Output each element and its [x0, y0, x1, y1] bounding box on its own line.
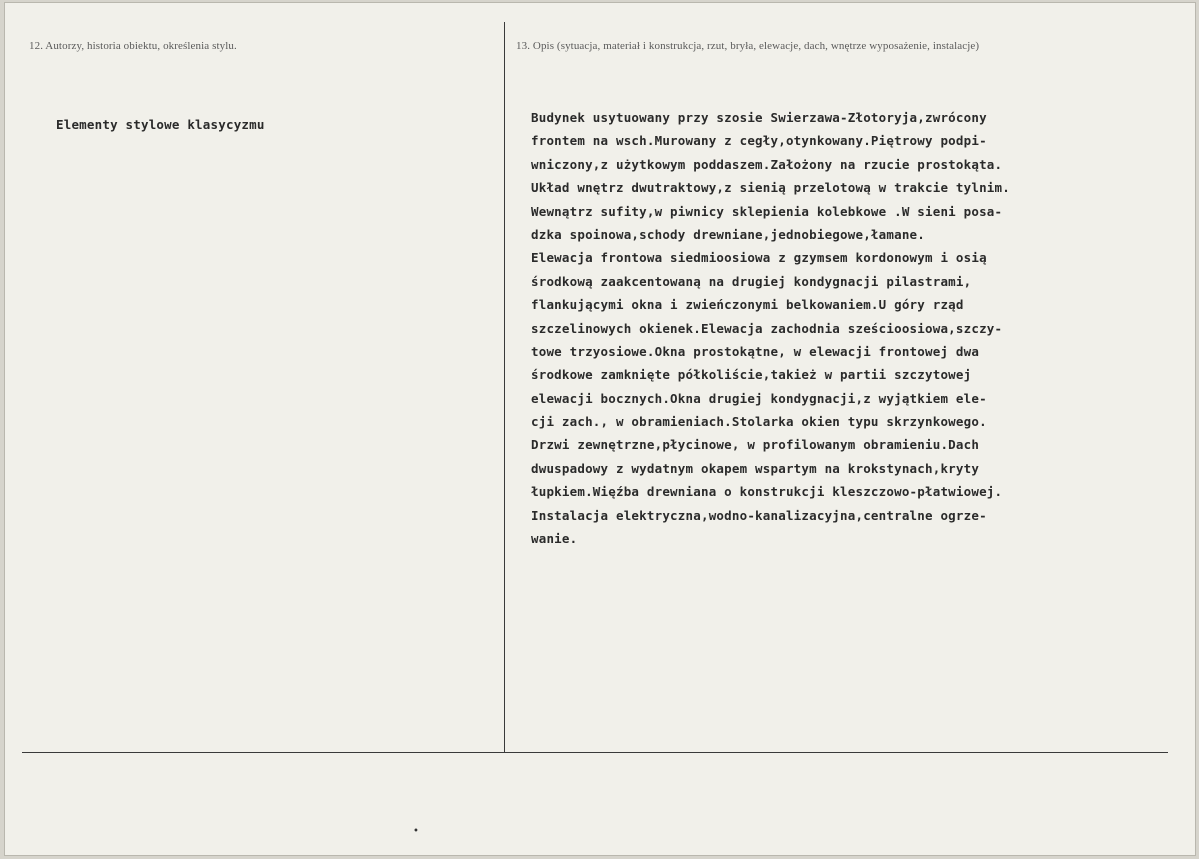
field-13-label: 13. Opis (sytuacja, materiał i konstrukcja, rzut, bryła, elewacje, dach, wnętrze wyposażenie, instalacje)	[516, 40, 980, 52]
description-line: Wewnątrz sufity,w piwnicy sklepienia kolebkowe .W sieni posa-	[531, 203, 1003, 219]
description-line: flankującymi okna i zwieńczonymi belkowaniem.U góry rząd	[531, 297, 964, 313]
description-line: frontem na wsch.Murowany z cegły,otynkowany.Piętrowy podpi-	[531, 133, 987, 149]
column-divider	[504, 22, 505, 753]
building-description	[531, 106, 1151, 550]
stray-ink-mark: •	[413, 826, 419, 837]
description-line: Układ wnętrz dwutraktowy,z sienią przelotową w trakcie tylnim.	[531, 180, 1010, 196]
style-attribution-text: Elementy stylowe klasycyzmu	[56, 117, 265, 132]
field-12-label: 12. Autorzy, historia obiektu, określenia stylu.	[29, 40, 237, 52]
description-line: wniczony,z użytkowym poddaszem.Założony na rzucie prostokąta.	[531, 156, 1003, 172]
description-line: dwuspadowy z wydatnym okapem wspartym na krokstynach,kryty	[531, 460, 980, 476]
description-line: dzka spoinowa,schody drewniane,jednobiegowe,łamane.	[531, 226, 926, 242]
description-line: Budynek usytuowany przy szosie Swierzawa-Złotoryja,zwrócony	[531, 110, 987, 125]
description-line: szczelinowych okienek.Elewacja zachodnia sześcioosiowa,szczy-	[531, 320, 1003, 336]
description-line: elewacji bocznych.Okna drugiej kondygnacji,z wyjątkiem ele-	[531, 390, 987, 406]
description-line: towe trzyosiowe.Okna prostokątne, w elewacji frontowej dwa	[531, 343, 980, 359]
bottom-rule	[22, 752, 1168, 753]
description-line: Instalacja elektryczna,wodno-kanalizacyjna,centralne ogrze-	[531, 507, 987, 523]
description-line: łupkiem.Więźba drewniana o konstrukcji kleszczowo-płatwiowej.	[531, 484, 1003, 500]
description-line: środkowe zamknięte półkoliście,takież w partii szczytowej	[531, 367, 972, 383]
description-line: Drzwi zewnętrzne,płycinowe, w profilowanym obramieniu.Dach	[531, 437, 980, 453]
description-line: Elewacja frontowa siedmioosiowa z gzymsem kordonowym i osią	[531, 250, 987, 266]
description-line: wanie.	[531, 531, 578, 547]
description-line: środkową zaakcentowaną na drugiej kondygnacji pilastrami,	[531, 273, 972, 289]
description-line: cji zach., w obramieniach.Stolarka okien typu skrzynkowego.	[531, 414, 987, 430]
